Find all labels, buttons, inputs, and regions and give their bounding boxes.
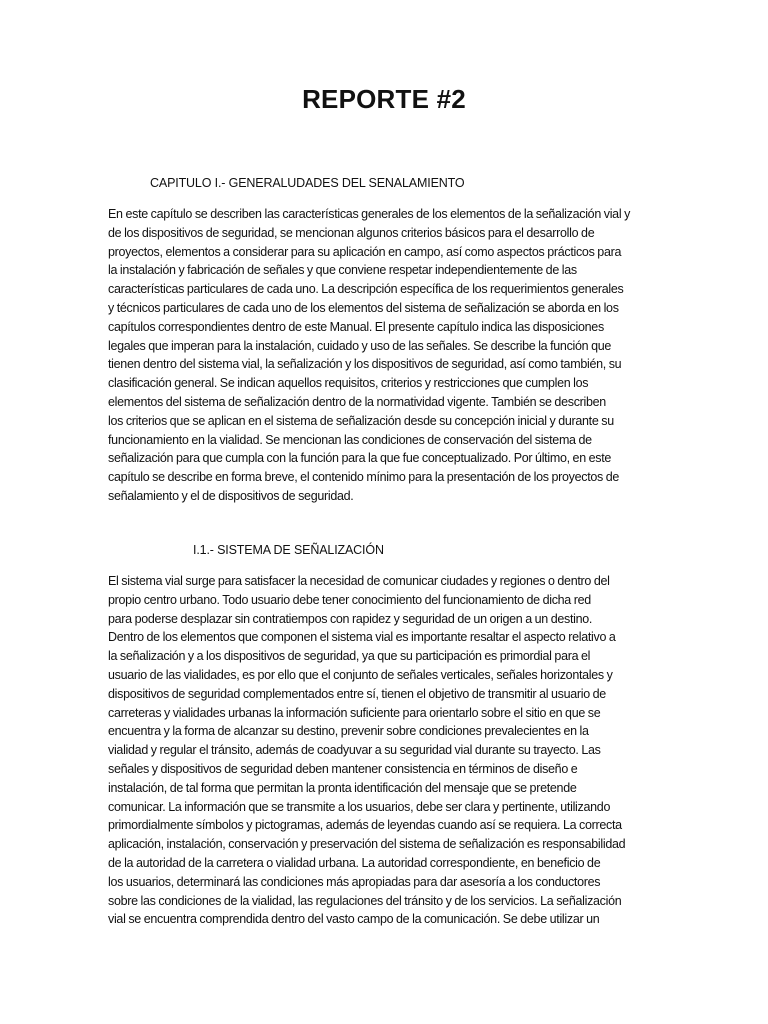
text-line: características particulares de cada uno. La descripción específica de los requerimientos generales [108, 282, 624, 297]
text-line: de la autoridad de la carretera o vialidad urbana. La autoridad correspondiente, en beneficio de [108, 855, 601, 870]
section-heading: I.1.- SISTEMA DE SEÑALIZACIÓN [193, 543, 384, 557]
paragraph-section-body [108, 572, 664, 929]
text-line: señalización para que cumpla con la función para la que fue conceptualizado. Por último, en este [108, 451, 612, 466]
text-line: para poderse desplazar sin contratiempos con rapidez y seguridad de un origen a un destino. [108, 611, 593, 626]
text-line: funcionamiento en la vialidad. Se mencionan las condiciones de conservación del sistema de [108, 432, 592, 447]
text-line: encuentra y la forma de alcanzar su destino, prevenir sobre condiciones prevalecientes en la [108, 724, 589, 739]
text-line: elementos del sistema de señalización dentro de la normatividad vigente. También se describen [108, 394, 606, 409]
text-line: vialidad y regular el tránsito, además de coadyuvar a su seguridad vial durante su trayecto. Las [108, 743, 601, 758]
text-line: carreteras y vialidades urbanas la información suficiente para orientarlo sobre el sitio en que se [108, 705, 601, 720]
text-line: legales que imperan para la instalación, cuidado y uso de las señales. Se describe la función que [108, 338, 612, 353]
text-line: usuario de las vialidades, es por ello que el conjunto de señales verticales, señales horizontales y [108, 667, 613, 682]
text-line: dispositivos de seguridad complementados entre sí, tienen el objetivo de transmitir al usuario de [108, 686, 606, 701]
text-line: capítulos correspondientes dentro de este Manual. El presente capítulo indica las disposiciones [108, 319, 604, 334]
text-line: la señalización y a los dispositivos de seguridad, ya que su participación es primordial para el [108, 649, 591, 664]
text-line: aplicación, instalación, conservación y preservación del sistema de señalización es responsabilidad [108, 837, 626, 852]
text-line: señalamiento y el de dispositivos de seguridad. [108, 488, 354, 503]
text-line: comunicar. La información que se transmite a los usuarios, debe ser clara y pertinente, utilizando [108, 799, 611, 814]
text-line: vial se encuentra comprendida dentro del vasto campo de la comunicación. Se debe utilizar un [108, 912, 600, 927]
text-line: En este capítulo se describen las características generales de los elementos de la señalización vial y [108, 207, 631, 221]
text-line: señales y dispositivos de seguridad deben mantener consistencia en términos de diseño e [108, 761, 578, 776]
text-line: capítulo se describe en forma breve, el contenido mínimo para la presentación de los proyectos de [108, 470, 620, 485]
text-line: tienen dentro del sistema vial, la señalización y los dispositivos de seguridad, así como también, su [108, 357, 622, 372]
text-line: la instalación y fabricación de señales y que conviene respetar independientemente de las [108, 263, 577, 278]
text-line: los criterios que se aplican en el sistema de señalización desde su concepción inicial y durante su [108, 413, 614, 428]
text-line: instalación, de tal forma que permitan la pronta identificación del mensaje que se pretende [108, 780, 577, 795]
chapter-heading: CAPITULO I.- GENERALUDADES DEL SENALAMIENTO [150, 176, 465, 190]
text-line: sobre las condiciones de la vialidad, las regulaciones del tránsito y de los servicios. La señalización [108, 893, 622, 908]
text-line: de los dispositivos de seguridad, se mencionan algunos criterios básicos para el desarrollo de [108, 225, 595, 240]
text-line: clasificación general. Se indican aquellos requisitos, criterios y restricciones que cumplen los [108, 376, 589, 391]
text-line: Dentro de los elementos que componen el sistema vial es importante resaltar el aspecto relativo a [108, 630, 616, 645]
document-title: REPORTE #2 [302, 84, 466, 114]
text-line: los usuarios, determinará las condiciones más apropiadas para dar asesoría a los conductores [108, 874, 601, 889]
paragraph-chapter-intro [108, 205, 664, 506]
text-line: El sistema vial surge para satisfacer la necesidad de comunicar ciudades y regiones o dentro del [108, 574, 610, 588]
text-line: primordialmente símbolos y pictogramas, además de leyendas cuando así se requiera. La correcta [108, 818, 622, 833]
text-line: propio centro urbano. Todo usuario debe tener conocimiento del funcionamiento de dicha red [108, 592, 591, 607]
text-line: y técnicos particulares de cada uno de los elementos del sistema de señalización se aborda en los [108, 300, 619, 315]
text-line: proyectos, elementos a considerar para su aplicación en campo, así como aspectos prácticos para [108, 244, 622, 259]
